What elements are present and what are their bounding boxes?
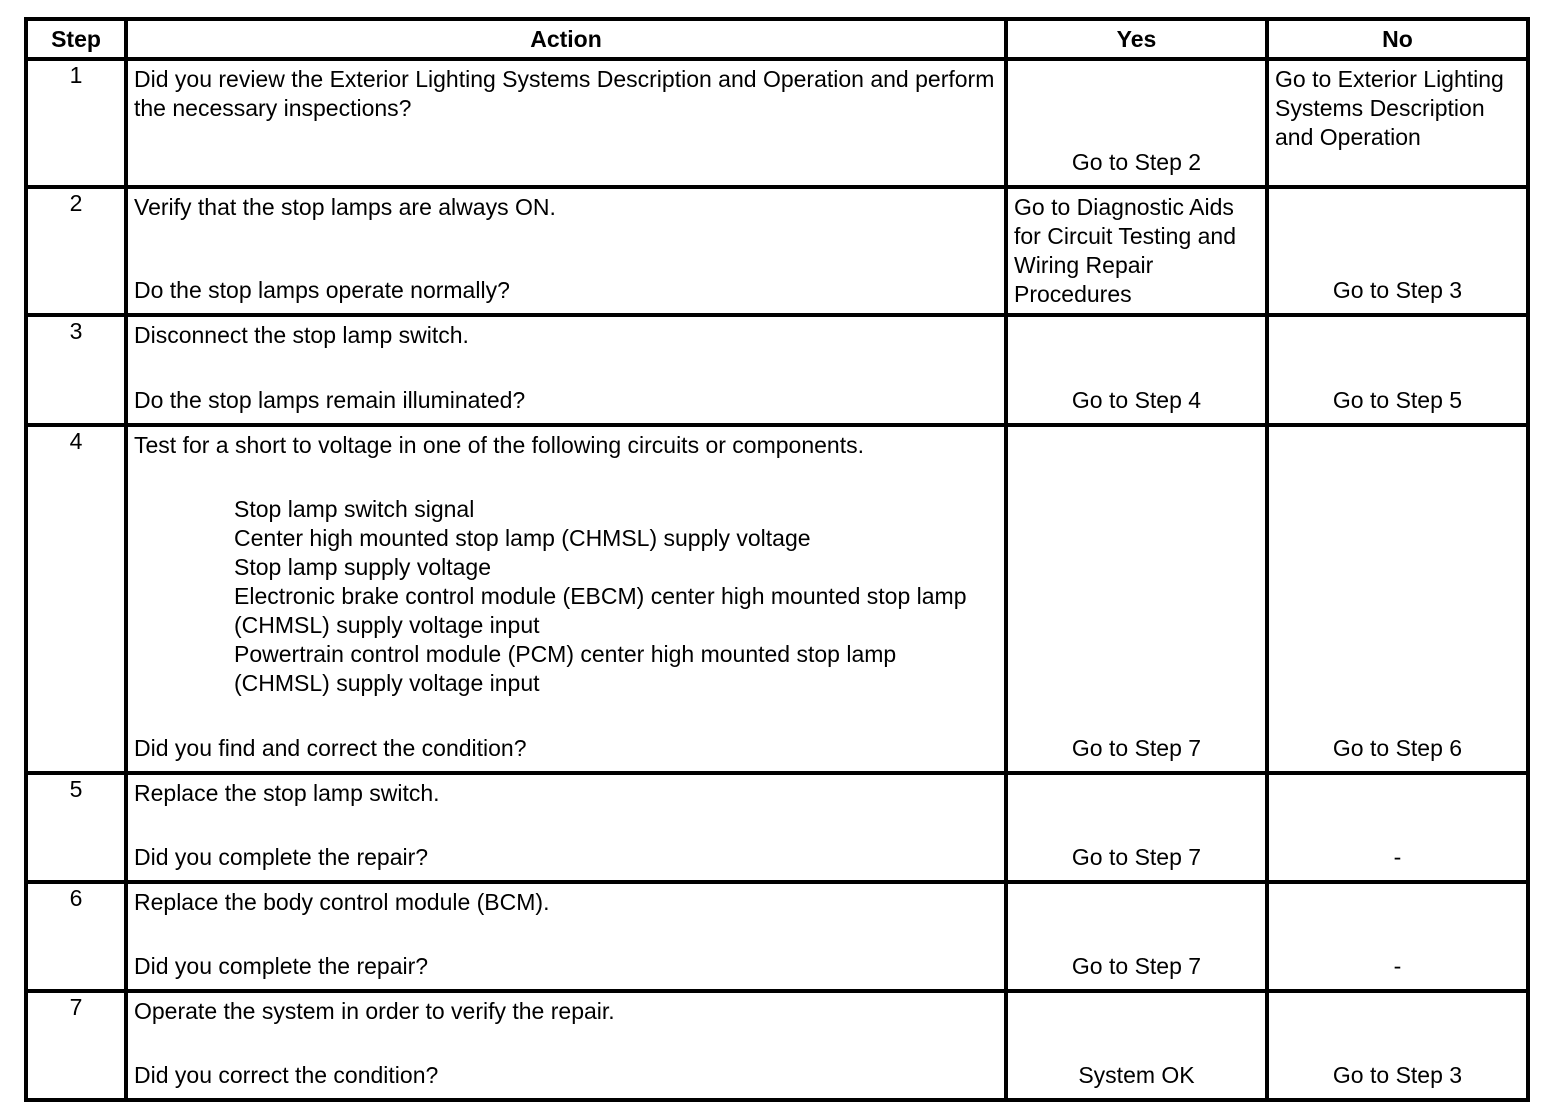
action-text: Did you review the Exterior Lighting Systems Description and Operation and perform the necessary inspections?	[134, 66, 995, 121]
step-number: 7	[26, 991, 126, 1100]
action-text: Operate the system in order to verify the repair.	[134, 998, 615, 1024]
action-cell	[126, 773, 1006, 882]
yes-result: System OK	[1078, 1062, 1195, 1088]
list-item: Stop lamp switch signal	[234, 496, 475, 522]
list-item: Stop lamp supply voltage	[234, 554, 491, 580]
step-number: 4	[26, 425, 126, 773]
step-number: 5	[26, 773, 126, 882]
action-question: Did you complete the repair?	[134, 844, 429, 870]
action-cell	[126, 187, 1006, 315]
no-result: Go to Step 5	[1332, 387, 1463, 413]
action-question: Did you find and correct the condition?	[134, 735, 527, 761]
step-number: 3	[26, 315, 126, 425]
no-result: Go to Exterior Lighting Systems Description and Operation	[1275, 66, 1504, 150]
list-item: Center high mounted stop lamp (CHMSL) supply voltage	[234, 525, 811, 551]
table-row	[26, 882, 1528, 991]
table-row	[26, 773, 1528, 882]
action-text: Test for a short to voltage in one of the following circuits or components.	[134, 432, 864, 458]
no-cell	[1267, 425, 1528, 773]
yes-cell	[1006, 991, 1267, 1100]
yes-result: Go to Step 7	[1071, 844, 1202, 870]
action-question: Do the stop lamps operate normally?	[134, 277, 510, 303]
yes-cell	[1006, 425, 1267, 773]
diagnostic-table	[24, 17, 1530, 1102]
yes-result: Go to Step 2	[1071, 149, 1202, 175]
action-question: Do the stop lamps remain illuminated?	[134, 387, 526, 413]
table-row	[26, 59, 1528, 187]
no-result: -	[1393, 844, 1402, 870]
yes-cell	[1006, 882, 1267, 991]
action-cell	[126, 991, 1006, 1100]
action-question: Did you correct the condition?	[134, 1062, 439, 1088]
yes-result: Go to Step 7	[1071, 953, 1202, 979]
action-text: Replace the stop lamp switch.	[134, 780, 440, 806]
action-text: Verify that the stop lamps are always ON.	[134, 194, 556, 220]
table-row	[26, 187, 1528, 315]
action-cell	[126, 59, 1006, 187]
no-cell	[1267, 991, 1528, 1100]
yes-result: Go to Step 7	[1071, 735, 1202, 761]
no-cell	[1267, 882, 1528, 991]
step-number: 2	[26, 187, 126, 315]
no-result: -	[1393, 953, 1402, 979]
yes-cell	[1006, 315, 1267, 425]
yes-cell	[1006, 187, 1267, 315]
table-row	[26, 315, 1528, 425]
header-yes: Yes	[1006, 19, 1267, 59]
header-action: Action	[126, 19, 1006, 59]
no-cell	[1267, 315, 1528, 425]
list-item: Powertrain control module (PCM) center high mounted stop lamp (CHMSL) supply voltage input	[234, 641, 897, 696]
header-no: No	[1267, 19, 1528, 59]
yes-cell	[1006, 773, 1267, 882]
list-item: Electronic brake control module (EBCM) center high mounted stop lamp (CHMSL) supply voltage input	[234, 583, 967, 638]
no-result: Go to Step 3	[1332, 1062, 1463, 1088]
action-cell	[126, 882, 1006, 991]
header-row	[26, 19, 1528, 59]
header-step: Step	[26, 19, 126, 59]
yes-result: Go to Step 4	[1071, 387, 1202, 413]
component-list	[134, 495, 998, 698]
action-cell	[126, 425, 1006, 773]
step-number: 6	[26, 882, 126, 991]
action-text: Replace the body control module (BCM).	[134, 889, 550, 915]
no-result: Go to Step 3	[1332, 277, 1463, 303]
table-row	[26, 425, 1528, 773]
no-result: Go to Step 6	[1332, 735, 1463, 761]
no-cell	[1267, 59, 1528, 187]
action-question: Did you complete the repair?	[134, 953, 429, 979]
yes-cell	[1006, 59, 1267, 187]
action-text: Disconnect the stop lamp switch.	[134, 322, 469, 348]
no-cell	[1267, 773, 1528, 882]
table-row	[26, 991, 1528, 1100]
yes-result: Go to Diagnostic Aids for Circuit Testing and Wiring Repair Procedures	[1014, 194, 1237, 307]
step-number: 1	[26, 59, 126, 187]
no-cell	[1267, 187, 1528, 315]
action-cell	[126, 315, 1006, 425]
